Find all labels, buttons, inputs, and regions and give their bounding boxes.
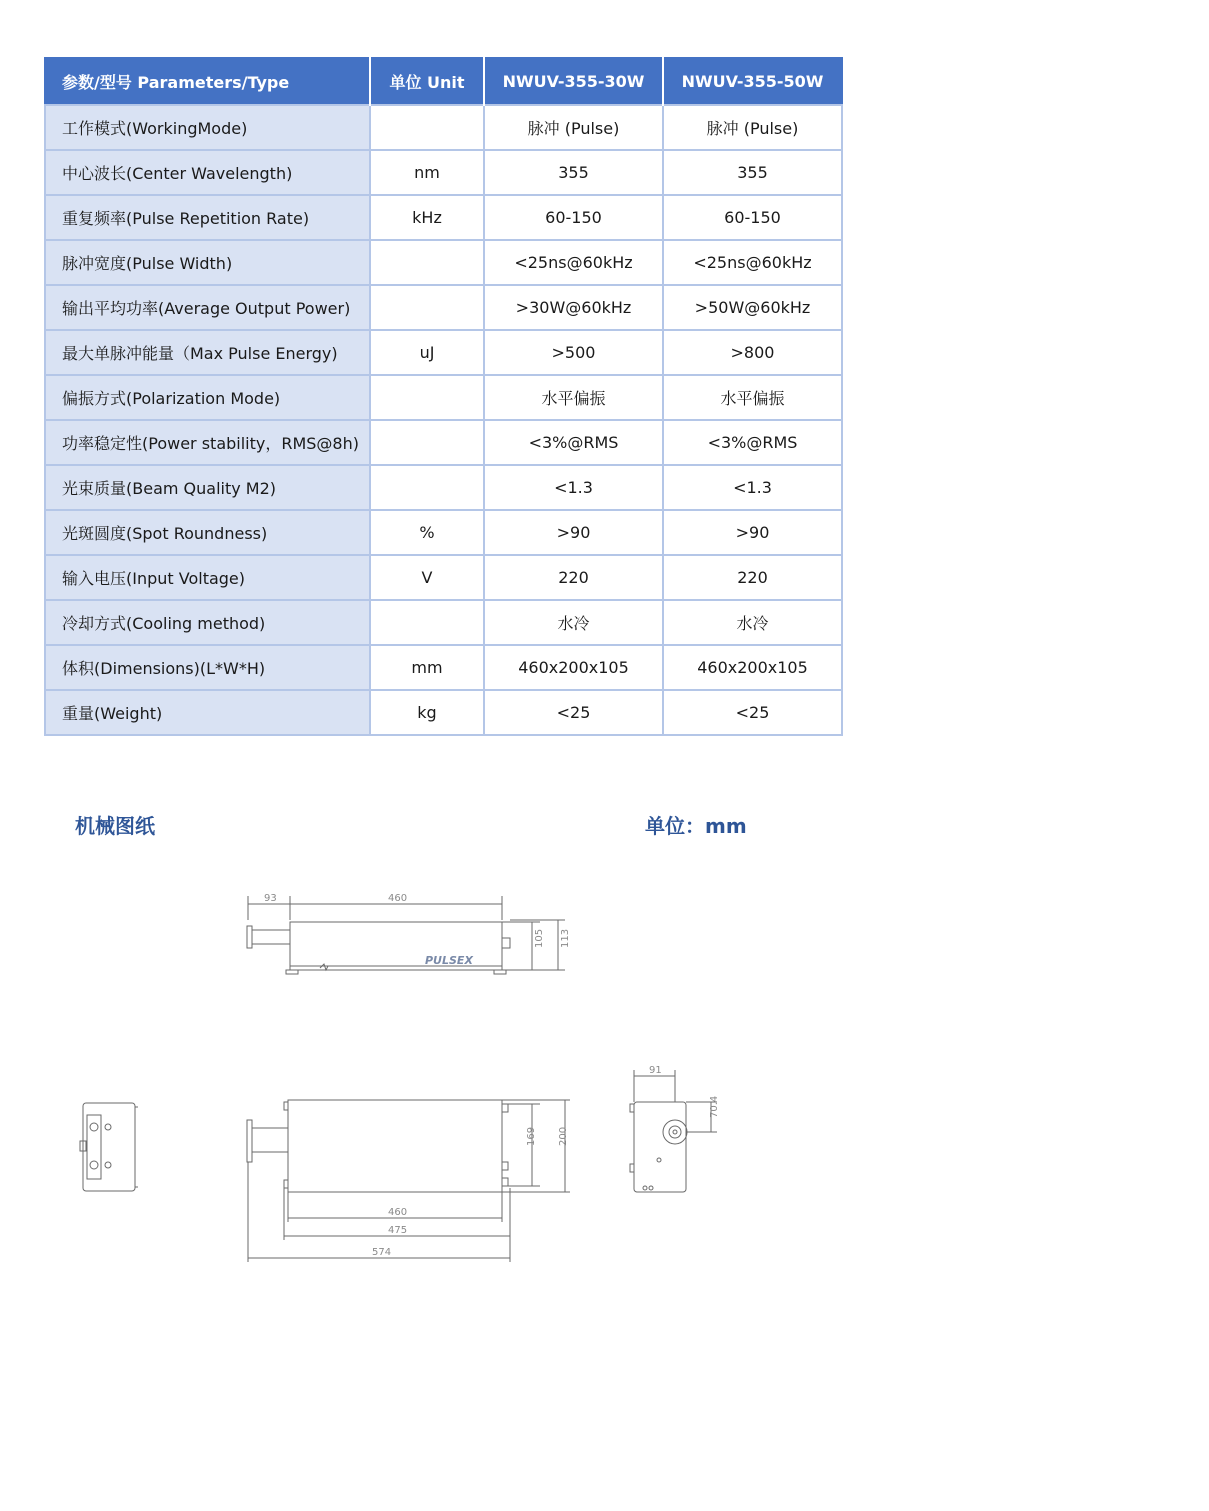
unit-cell: nm	[370, 150, 484, 195]
table-row	[45, 420, 842, 465]
param-cell: 最大单脉冲能量（Max Pulse Energy)	[45, 330, 370, 375]
unit-cell: V	[370, 555, 484, 600]
value-30w-cell: <25	[484, 690, 663, 735]
side-dim-height-inner: 105	[534, 928, 545, 948]
side-dim-height-outer: 113	[560, 928, 571, 948]
param-cell: 光束质量(Beam Quality M2)	[45, 465, 370, 510]
param-cell: 光斑圆度(Spot Roundness)	[45, 510, 370, 555]
param-cell: 体积(Dimensions)(L*W*H)	[45, 645, 370, 690]
param-cell: 冷却方式(Cooling method)	[45, 600, 370, 645]
value-50w-cell: 水平偏振	[663, 375, 842, 420]
value-50w-cell: 355	[663, 150, 842, 195]
value-30w-cell: 355	[484, 150, 663, 195]
end-view-left-drawing	[78, 1095, 143, 1200]
value-50w-cell: <1.3	[663, 465, 842, 510]
table-row	[45, 105, 842, 150]
value-50w-cell: <25	[663, 690, 842, 735]
table-row	[45, 600, 842, 645]
table-row	[45, 690, 842, 735]
table-row	[45, 195, 842, 240]
value-50w-cell: <25ns@60kHz	[663, 240, 842, 285]
value-30w-cell: 460x200x105	[484, 645, 663, 690]
header-model-30w: NWUV-355-30W	[484, 58, 663, 105]
side-dim-flange: 93	[264, 893, 277, 904]
value-50w-cell: 60-150	[663, 195, 842, 240]
table-row	[45, 150, 842, 195]
value-50w-cell: >50W@60kHz	[663, 285, 842, 330]
value-30w-cell: 220	[484, 555, 663, 600]
table-row	[45, 285, 842, 330]
param-cell: 输入电压(Input Voltage)	[45, 555, 370, 600]
unit-label: 单位：mm	[645, 814, 747, 838]
value-30w-cell: >30W@60kHz	[484, 285, 663, 330]
top-view-drawing	[240, 1090, 580, 1270]
end-dim-top: 91	[649, 1065, 662, 1076]
value-50w-cell: 水冷	[663, 600, 842, 645]
top-dim-width: 200	[558, 1126, 569, 1146]
table-row	[45, 645, 842, 690]
value-50w-cell: >90	[663, 510, 842, 555]
unit-cell: kHz	[370, 195, 484, 240]
end-dim-side: 70.4	[709, 1095, 720, 1118]
header-model-50w: NWUV-355-50W	[663, 58, 842, 105]
side-view-drawing	[240, 890, 580, 985]
value-30w-cell: 水平偏振	[484, 375, 663, 420]
top-dim-length-total: 574	[372, 1247, 392, 1258]
end-view-right-drawing	[625, 1060, 735, 1200]
unit-cell	[370, 105, 484, 150]
table-row	[45, 555, 842, 600]
top-dim-length: 460	[388, 1207, 408, 1218]
unit-cell: kg	[370, 690, 484, 735]
table-row	[45, 510, 842, 555]
unit-cell	[370, 600, 484, 645]
top-dim-inner: 169	[526, 1126, 537, 1146]
unit-cell	[370, 240, 484, 285]
spec-table	[44, 57, 843, 736]
table-row	[45, 330, 842, 375]
value-50w-cell: 220	[663, 555, 842, 600]
value-30w-cell: <3%@RMS	[484, 420, 663, 465]
table-row	[45, 240, 842, 285]
value-30w-cell: 60-150	[484, 195, 663, 240]
unit-cell	[370, 465, 484, 510]
param-cell: 工作模式(WorkingMode)	[45, 105, 370, 150]
side-logo: PULSEX	[425, 954, 473, 967]
value-50w-cell: >800	[663, 330, 842, 375]
unit-cell: uJ	[370, 330, 484, 375]
header-unit: 单位 Unit	[370, 58, 484, 105]
value-50w-cell: <3%@RMS	[663, 420, 842, 465]
param-cell: 偏振方式(Polarization Mode)	[45, 375, 370, 420]
value-30w-cell: 脉冲 (Pulse)	[484, 105, 663, 150]
table-row	[45, 465, 842, 510]
param-cell: 输出平均功率(Average Output Power)	[45, 285, 370, 330]
param-cell: 重量(Weight)	[45, 690, 370, 735]
unit-cell	[370, 375, 484, 420]
drawing-section-title: 机械图纸	[75, 814, 155, 838]
value-30w-cell: <25ns@60kHz	[484, 240, 663, 285]
unit-cell	[370, 285, 484, 330]
unit-cell	[370, 420, 484, 465]
value-30w-cell: >90	[484, 510, 663, 555]
top-dim-length-mid: 475	[388, 1225, 408, 1236]
header-parameters: 参数/型号 Parameters/Type	[45, 58, 370, 105]
param-cell: 功率稳定性(Power stability，RMS@8h)	[45, 420, 370, 465]
value-30w-cell: 水冷	[484, 600, 663, 645]
value-30w-cell: <1.3	[484, 465, 663, 510]
value-30w-cell: >500	[484, 330, 663, 375]
table-header-row	[45, 58, 842, 105]
param-cell: 重复频率(Pulse Repetition Rate)	[45, 195, 370, 240]
unit-cell: %	[370, 510, 484, 555]
param-cell: 脉冲宽度(Pulse Width)	[45, 240, 370, 285]
side-dim-length: 460	[388, 893, 408, 904]
value-50w-cell: 脉冲 (Pulse)	[663, 105, 842, 150]
table-row	[45, 375, 842, 420]
unit-cell: mm	[370, 645, 484, 690]
value-50w-cell: 460x200x105	[663, 645, 842, 690]
param-cell: 中心波长(Center Wavelength)	[45, 150, 370, 195]
